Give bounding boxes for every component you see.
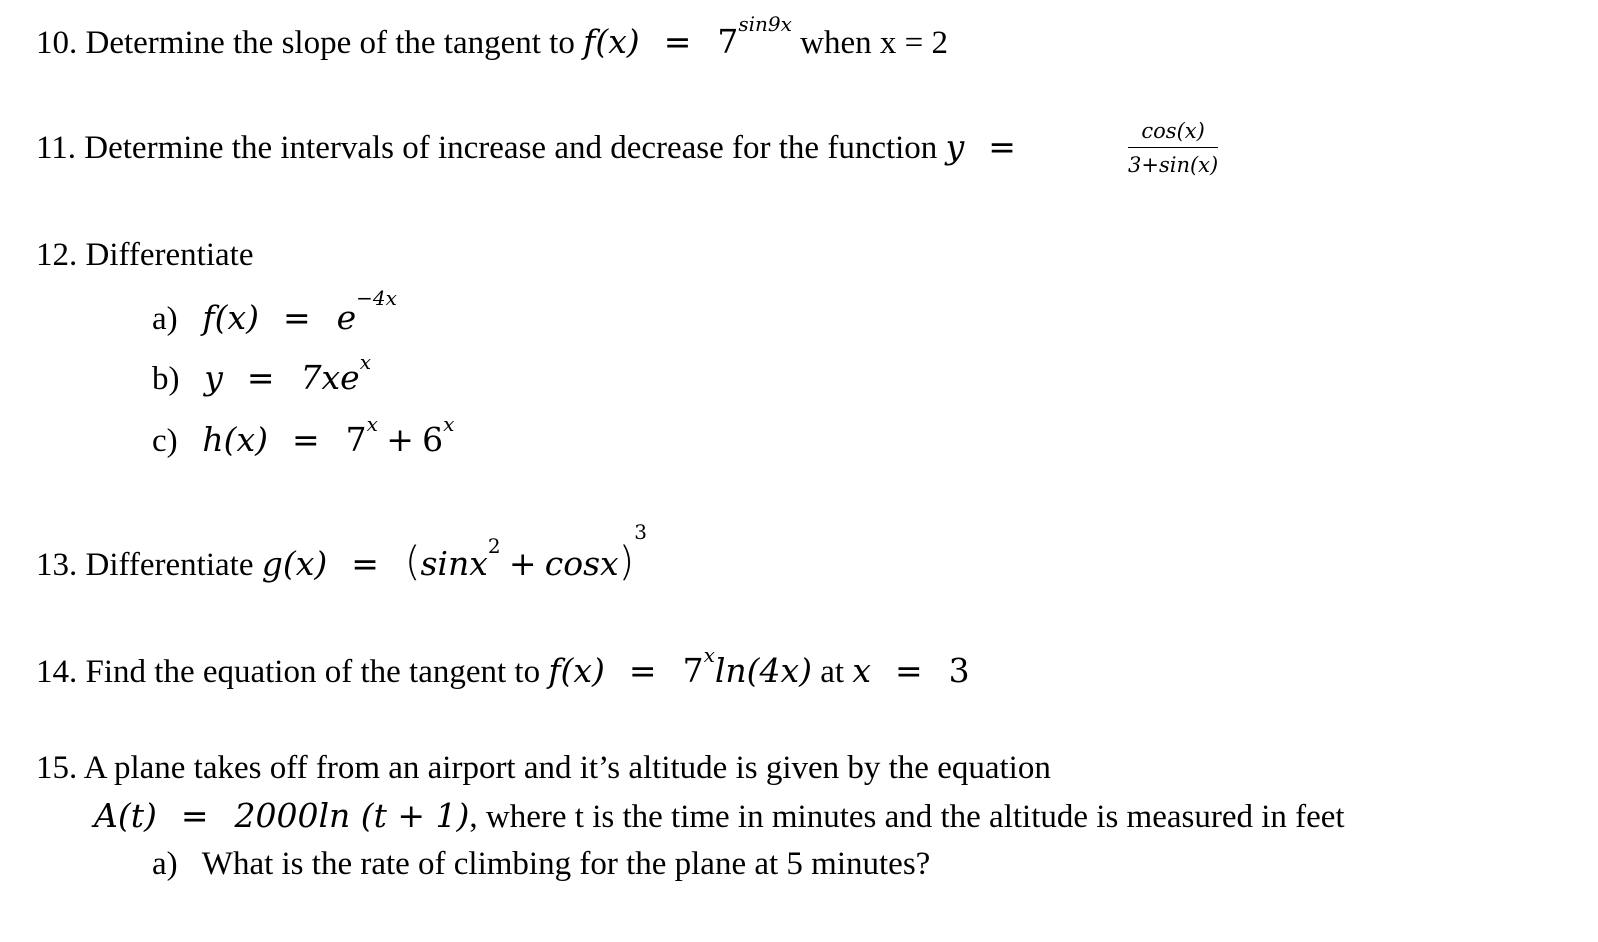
lhs: A(t) [94, 796, 157, 835]
base: 7 [717, 22, 739, 61]
part-label: a) [152, 846, 178, 882]
term-1: sinx [420, 544, 488, 583]
part-c [152, 412, 455, 461]
log-term: ln(4x) [714, 651, 813, 690]
question-10 [36, 12, 948, 63]
outer-exponent: 3 [634, 520, 647, 544]
part-label: a) [152, 301, 178, 337]
question-text: Determine the slope of the tangent to [85, 25, 575, 61]
equals-sign: = [292, 420, 320, 459]
term-2: cosx [544, 544, 619, 583]
equals-sign: = [988, 127, 1016, 166]
altitude-expression: 2000ln (t + 1) [234, 796, 470, 835]
term-1: 7 [345, 420, 367, 459]
equals-sign: = [246, 358, 275, 397]
variable: y [945, 127, 965, 166]
plus-sign: + [386, 420, 414, 459]
value: 3 [948, 651, 970, 690]
question-15-part-a [152, 844, 930, 884]
question-text: Differentiate [85, 547, 254, 583]
exponent-1: 2 [487, 534, 501, 558]
question-11 [36, 127, 1042, 168]
question-14 [36, 643, 970, 692]
question-number: 15. [36, 750, 78, 786]
question-number: 11. [36, 130, 77, 166]
function-expression: f(x) [583, 22, 640, 61]
numerator: cos(x) [1128, 118, 1218, 148]
exponent: sin9x [738, 12, 792, 36]
exponent: −4x [356, 286, 397, 310]
exponent-1: x [366, 412, 378, 436]
question-text: Differentiate [85, 237, 254, 273]
lhs: f(x) [202, 298, 259, 337]
at-word: at [820, 654, 845, 690]
lhs: h(x) [202, 420, 269, 459]
part-label: c) [152, 423, 178, 459]
question-text: Determine the intervals of increase and decrease for the function [84, 130, 938, 166]
lhs: y [204, 358, 223, 397]
question-number: 10. [36, 25, 78, 61]
part-label: b) [152, 361, 180, 397]
equals-sign: = [628, 651, 657, 690]
equals-sign: = [282, 298, 311, 337]
exponent: x [703, 643, 715, 667]
condition-text: when x = 2 [800, 25, 948, 61]
question-text-continued: , where t is the time in minutes and the altitude is measured in feet [469, 799, 1345, 835]
base: 7 [682, 651, 704, 690]
equals-sign: = [351, 544, 379, 583]
question-15 [36, 748, 1051, 788]
exponent-2: x [443, 412, 455, 436]
variable: x [852, 651, 871, 690]
denominator: 3+sin(x) [1128, 153, 1219, 177]
question-12 [36, 235, 253, 275]
close-paren: ) [618, 539, 635, 585]
equals-sign: = [663, 22, 692, 61]
equals-sign: = [180, 796, 209, 835]
question-13 [36, 520, 647, 585]
question-number: 12. [36, 237, 78, 273]
base: e [336, 298, 357, 337]
part-a [152, 286, 397, 339]
part-b [152, 350, 371, 399]
part-text: What is the rate of climbing for the plane at 5 minutes? [201, 846, 931, 882]
question-text: A plane takes off from an airport and it’s altitude is given by the equation [83, 750, 1051, 786]
question-number: 14. [36, 654, 78, 690]
function-expression: g(x) [261, 544, 328, 583]
question-text: Find the equation of the tangent to [85, 654, 541, 690]
exponent: x [359, 350, 371, 374]
term-2: 6 [422, 420, 444, 459]
equals-sign-2: = [894, 651, 923, 690]
question-number: 13. [36, 547, 78, 583]
fraction [1128, 118, 1218, 178]
plus-sign: + [508, 544, 537, 583]
open-paren: ( [404, 539, 421, 585]
question-15-line-2 [94, 796, 1345, 837]
function-expression: f(x) [548, 651, 605, 690]
base: 7xe [300, 358, 360, 397]
